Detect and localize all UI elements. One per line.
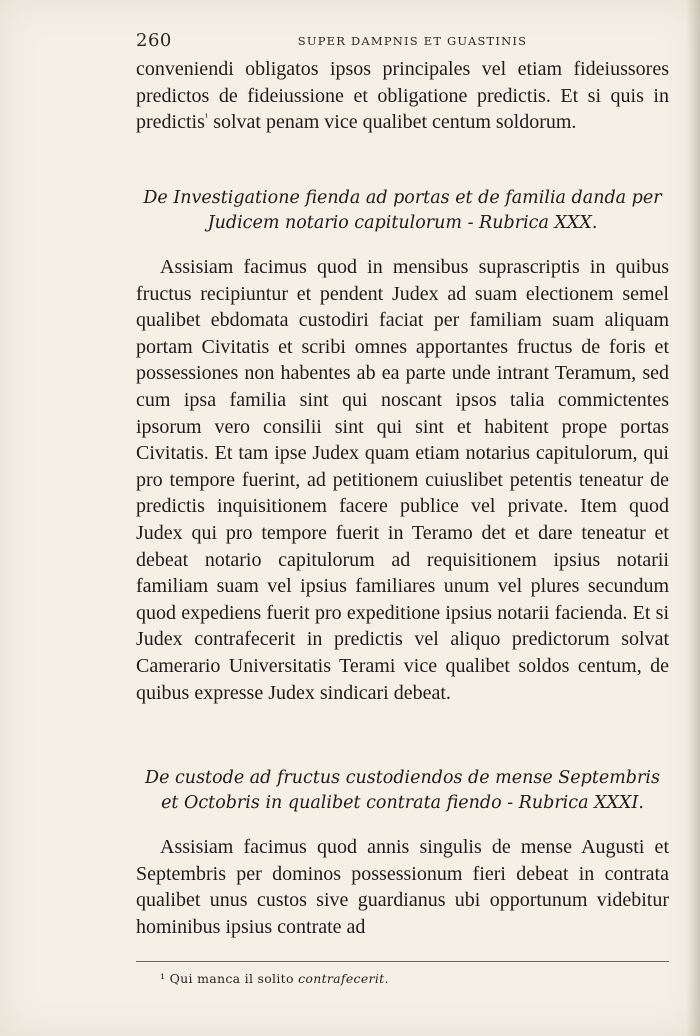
footnote-divider (136, 961, 669, 962)
rubric-xxxi-block (136, 766, 669, 815)
footnote (160, 971, 389, 986)
continuation-text-tail: solvat penam vice qualibet centum soldorum. (213, 111, 577, 134)
page-header (136, 28, 669, 52)
footnote-marker: ¹ (160, 971, 166, 986)
continuation-text: conveniendi obligatos ipsos principales vel etiam fideiussores predictos de fideiussione et obligatione predictis. Et si quis in predictis (136, 58, 669, 134)
rubric-xxx-body (136, 254, 669, 706)
page-number: 260 (136, 30, 172, 51)
continuation-paragraph (136, 56, 669, 136)
footnote-reference: ¹ (204, 111, 209, 124)
rubric-xxx-block (136, 186, 669, 235)
rubric-xxxi-body (136, 834, 669, 940)
running-head: SUPER DAMPNIS ET GUASTINIS (297, 34, 528, 48)
rubric-xxxi-paragraph: Assisiam facimus quod annis singulis de mense Augusti et Septembris per dominos possessionum fieri debeat in contrata qualibet unus custos sive guardianus ubi opportunum videbitur hominibus ipsius contrate ad (136, 836, 669, 938)
continuation-block (136, 56, 669, 136)
rubric-xxx-heading: De Investigatione fienda ad portas et de familia danda per Judicem notario capitulorum - Rubrica XXX. (143, 188, 662, 233)
rubric-xxx-paragraph: Assisiam facimus quod in mensibus suprascriptis in quibus fructus recipiuntur et pendent Judex ad suam electionem semel qualibet ebdomata custodiri faciat per familiam suam aliquam portam Civitatis et scribi omnes apportantes fructus de foris et possessiones non habentes ab ea parte unde intrant Teramum, sed cum ipsa familia sint qui noscant ipsos talia commictentes ipsorum vero consilii sint qui sint et habitent prope portas Civitatis. Et tam ipse Judex quam etiam notarius capitulorum, qui pro tempore fuerint, ad petitionem cuiuslibet petentis teneatur de predictis inquisitionem facere publice vel private. Item quod Judex qui pro tempore fuerit in Teramo det et dare teneatur et debeat notario capitulorum ad requisitionem ipsius notarii familiam suam vel ipsius familiares unum vel plures secundum quod expediens fuerit pro expeditione ipsius notarii facienda. Et si Judex contrafecerit in predictis vel aliquo predictorum solvat Camerario Universitatis Terami vice qualibet soldos centum, de quibus expresse Judex sindicari debeat. (136, 256, 669, 704)
rubric-xxxi-heading: De custode ad fructus custodiendos de mense Septembris et Octobris in qualibet contrata fiendo - Rubrica XXXI. (145, 768, 660, 813)
footnote-text: Qui manca il solito (169, 971, 294, 986)
footnote-italic-text: contrafecerit. (298, 971, 389, 986)
page-gutter-shadow (686, 0, 700, 1036)
